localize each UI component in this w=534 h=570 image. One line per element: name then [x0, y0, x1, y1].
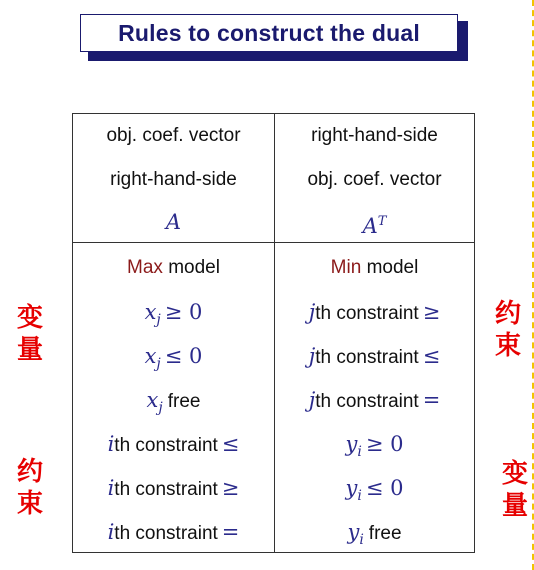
- constraint-text: th constraint: [315, 347, 419, 368]
- ith-constraint-le: [73, 422, 274, 466]
- var-y: y: [345, 432, 358, 456]
- char: 约: [16, 457, 43, 487]
- label-constraints-right: [490, 298, 526, 362]
- min-word: Min: [330, 257, 362, 278]
- primal-right-hand-side: right-hand-side: [110, 169, 237, 190]
- xj-nonpositive: [73, 334, 274, 378]
- max-model-label: [73, 246, 274, 290]
- matrix-a-transpose: A: [362, 214, 378, 238]
- relation: ≥: [422, 300, 441, 324]
- index-i: i: [107, 476, 115, 500]
- char: 变: [501, 459, 528, 489]
- primal-obj-coef-vector: obj. coef. vector: [106, 125, 241, 146]
- dual-rules-table: [72, 113, 475, 553]
- sub-j: j: [158, 399, 163, 416]
- title-banner: [80, 14, 470, 62]
- constraint-text: th constraint: [114, 435, 218, 456]
- var-y: y: [345, 476, 358, 500]
- matrix-a: A: [165, 210, 182, 234]
- sub-i: i: [359, 531, 364, 548]
- sub-j: j: [156, 356, 161, 373]
- constraint-text: th constraint: [315, 391, 419, 412]
- char: 约: [494, 299, 521, 329]
- xj-free: [73, 378, 274, 422]
- var-x: x: [144, 344, 157, 368]
- dual-matrix: [275, 200, 474, 244]
- char: 束: [16, 489, 43, 519]
- relation: ≤: [221, 432, 240, 456]
- index-j: j: [308, 388, 316, 412]
- relation: ≥: [221, 476, 240, 500]
- var-x: x: [146, 388, 159, 412]
- label-variables-left: [12, 302, 48, 366]
- char: 束: [494, 331, 521, 361]
- jth-constraint-eq: [275, 378, 474, 422]
- var-x: x: [144, 300, 157, 324]
- yi-nonnegative: [275, 422, 474, 466]
- relation: ≤ 0: [164, 344, 203, 368]
- ith-constraint-eq: [73, 510, 274, 554]
- model-word-right: model: [361, 257, 419, 278]
- sub-i: i: [357, 444, 362, 461]
- yi-free: [275, 510, 474, 554]
- constraint-text: th constraint: [114, 523, 218, 544]
- relation: =: [422, 388, 441, 412]
- max-word: Max: [127, 257, 163, 278]
- char: 量: [16, 335, 43, 365]
- label-constraints-left: [12, 456, 48, 520]
- index-i: i: [107, 432, 115, 456]
- char: 变: [16, 303, 43, 333]
- free-word: free: [167, 391, 201, 412]
- label-variables-right: [497, 458, 533, 522]
- var-y: y: [347, 520, 360, 544]
- jth-constraint-le: [275, 334, 474, 378]
- dual-obj-coef-vector: obj. coef. vector: [307, 169, 442, 190]
- relation: ≤ 0: [365, 476, 404, 500]
- char: 量: [501, 491, 528, 521]
- transpose-superscript: T: [377, 214, 387, 229]
- sub-i: i: [357, 488, 362, 505]
- relation: ≤: [422, 344, 441, 368]
- yi-nonpositive: [275, 466, 474, 510]
- jth-constraint-ge: [275, 290, 474, 334]
- ith-constraint-ge: [73, 466, 274, 510]
- relation: =: [221, 520, 240, 544]
- sub-j: j: [156, 312, 161, 329]
- model-word-left: model: [162, 257, 220, 278]
- primal-matrix: [73, 200, 274, 244]
- constraint-text: th constraint: [315, 303, 419, 324]
- min-model-label: [275, 246, 474, 290]
- index-j: j: [308, 344, 316, 368]
- index-j: j: [308, 300, 316, 324]
- constraint-text: th constraint: [114, 479, 218, 500]
- dual-right-hand-side: right-hand-side: [311, 125, 438, 146]
- slide-title: Rules to construct the dual: [80, 14, 458, 52]
- xj-nonnegative: [73, 290, 274, 334]
- free-word: free: [368, 523, 402, 544]
- relation: ≥ 0: [365, 432, 404, 456]
- relation: ≥ 0: [164, 300, 203, 324]
- index-i: i: [107, 520, 115, 544]
